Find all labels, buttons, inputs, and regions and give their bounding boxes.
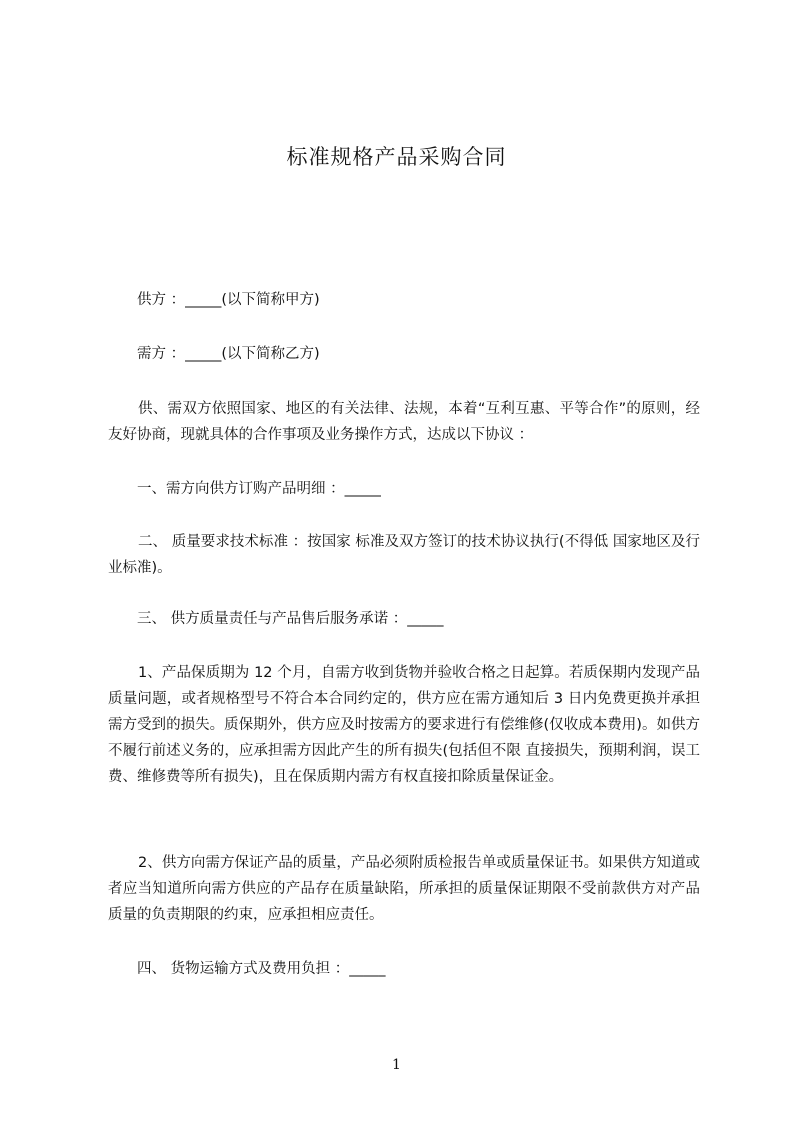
buyer-line: 需方 ：_____(以下简称乙方): [137, 346, 320, 362]
page-number: 1: [392, 1057, 401, 1073]
supplier-line: 供方 ：_____(以下简称甲方): [137, 292, 320, 308]
section-3-heading: 三、 供方质量责任与产品售后服务承诺 ：_____: [137, 611, 444, 627]
section-1-heading: 一、需方向供方订购产品明细 ：_____: [137, 481, 381, 497]
section-2-paragraph: 二、 质量要求技术标准 ：按国家 标准及双方签订的技术协议执行(不得低 国家地区及行业标准)。: [108, 534, 700, 576]
document-title: 标准规格产品采购合同: [286, 145, 507, 169]
clause-3-1-paragraph: 1、产品保质期为 12 个月，自需方收到货物并验收合格之日起算。若质保期内发现产品质量问题，或者规格型号不符合本合同约定的，供方应在需方通知后 3 日内免费更换并承担需方受到的损失。质保期外，供方应及时按需方的要求进行有偿维修(仅收成本费用)。如供方不履行前述义务的，应承担需方因此产生的所有损失(包括但不限 直接损失，预期利润，误工费、维修费等所有损失)，且在保质期内需方有权直接扣除质量保证金。: [108, 665, 700, 785]
clause-3-2-paragraph: 2、供方向需方保证产品的质量，产品必须附质检报告单或质量保证书。如果供方知道或者应当知道所向需方供应的产品存在质量缺陷，所承担的质量保证期限不受前款供方对产品质量的负责期限的约束，应承担相应责任。: [108, 855, 700, 923]
section-4-heading: 四、 货物运输方式及费用负担 ：_____: [137, 961, 386, 977]
preamble-paragraph: 供、需双方依照国家、地区的有关法律、法规，本着“互利互惠、平等合作”的原则，经友好协商，现就具体的合作事项及业务操作方式，达成以下协议 ：: [108, 401, 700, 443]
